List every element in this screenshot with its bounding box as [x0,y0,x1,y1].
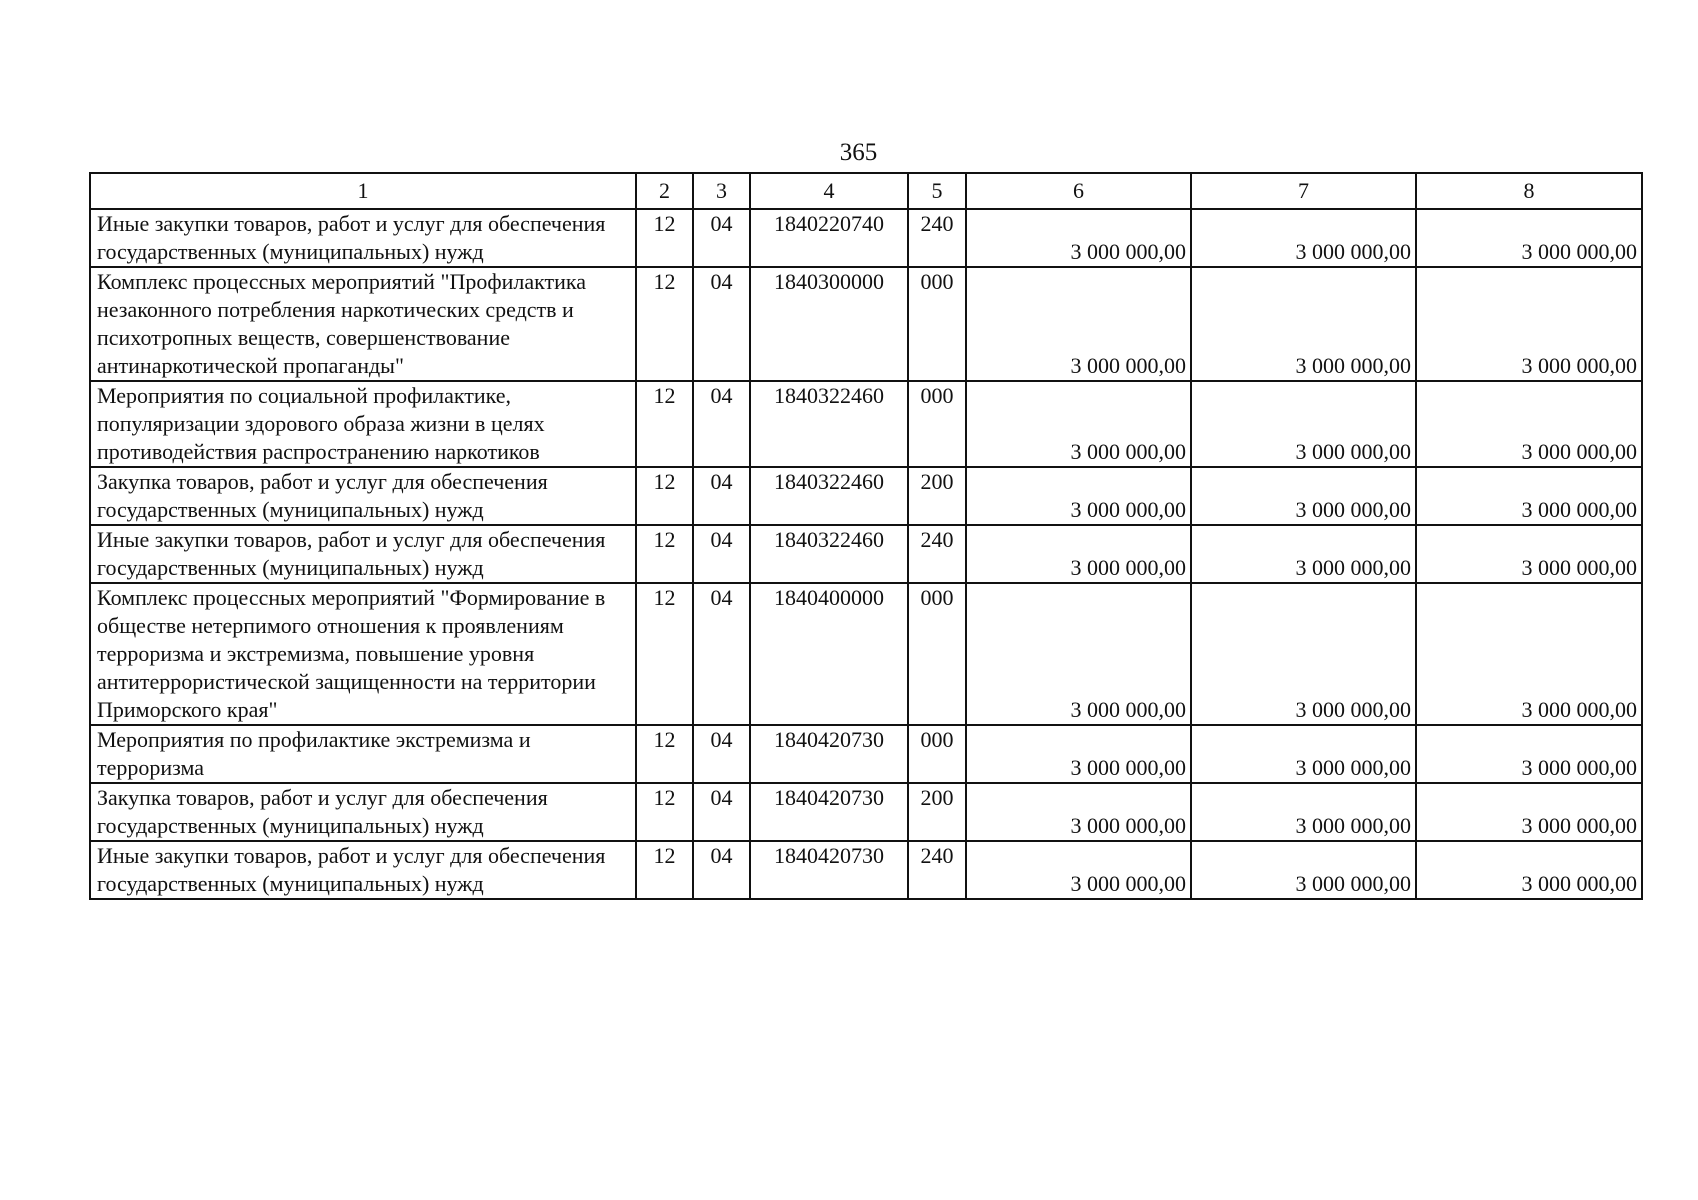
target-article-cell: 1840322460 [750,525,908,583]
amount-col6-cell: 3 000 000,00 [966,467,1191,525]
row-name-cell: Комплекс процессных мероприятий "Формирование в обществе нетерпимого отношения к проявлениям терроризма и экстремизма, повышение уровня антитеррористической защищенности на территории Приморского края" [90,583,636,725]
amount-col8-cell: 3 000 000,00 [1416,583,1642,725]
amount-col7-cell: 3 000 000,00 [1191,525,1416,583]
section-cell: 12 [636,381,693,467]
row-name-cell: Закупка товаров, работ и услуг для обеспечения государственных (муниципальных) нужд [90,467,636,525]
amount-col8-cell: 3 000 000,00 [1416,467,1642,525]
page-number: 365 [839,139,878,166]
expense-kind-cell: 200 [908,467,966,525]
section-cell: 12 [636,209,693,267]
amount-col8-cell: 3 000 000,00 [1416,841,1642,899]
section-cell: 12 [636,725,693,783]
amount-col8-cell: 3 000 000,00 [1416,267,1642,381]
amount-col6-cell: 3 000 000,00 [966,381,1191,467]
section-cell: 12 [636,467,693,525]
column-header-7: 7 [1191,173,1416,209]
row-name-cell: Иные закупки товаров, работ и услуг для обеспечения государственных (муниципальных) нужд [90,209,636,267]
target-article-cell: 1840420730 [750,725,908,783]
target-article-cell: 1840322460 [750,467,908,525]
header-row [90,173,1642,209]
subsection-cell: 04 [693,267,750,381]
amount-col8-cell: 3 000 000,00 [1416,209,1642,267]
table-row [90,725,1642,783]
expense-kind-cell: 000 [908,381,966,467]
table-row [90,583,1642,725]
row-name-cell: Иные закупки товаров, работ и услуг для обеспечения государственных (муниципальных) нужд [90,841,636,899]
table-body [90,209,1642,899]
amount-col6-cell: 3 000 000,00 [966,267,1191,381]
section-cell: 12 [636,525,693,583]
subsection-cell: 04 [693,583,750,725]
column-header-5: 5 [908,173,966,209]
table-row [90,209,1642,267]
amount-col7-cell: 3 000 000,00 [1191,841,1416,899]
amount-col6-cell: 3 000 000,00 [966,725,1191,783]
subsection-cell: 04 [693,525,750,583]
row-name-cell: Закупка товаров, работ и услуг для обеспечения государственных (муниципальных) нужд [90,783,636,841]
subsection-cell: 04 [693,209,750,267]
column-header-1: 1 [90,173,636,209]
subsection-cell: 04 [693,467,750,525]
target-article-cell: 1840300000 [750,267,908,381]
amount-col7-cell: 3 000 000,00 [1191,267,1416,381]
amount-col6-cell: 3 000 000,00 [966,783,1191,841]
amount-col6-cell: 3 000 000,00 [966,583,1191,725]
expense-kind-cell: 000 [908,583,966,725]
column-header-3: 3 [693,173,750,209]
expense-kind-cell: 240 [908,525,966,583]
row-name-cell: Иные закупки товаров, работ и услуг для обеспечения государственных (муниципальных) нужд [90,525,636,583]
section-cell: 12 [636,783,693,841]
column-header-6: 6 [966,173,1191,209]
amount-col6-cell: 3 000 000,00 [966,841,1191,899]
subsection-cell: 04 [693,783,750,841]
amount-col8-cell: 3 000 000,00 [1416,525,1642,583]
table-row [90,525,1642,583]
expense-kind-cell: 000 [908,267,966,381]
amount-col7-cell: 3 000 000,00 [1191,209,1416,267]
table-row [90,783,1642,841]
row-name-cell: Мероприятия по социальной профилактике, популяризации здорового образа жизни в целях противодействия распространению наркотиков [90,381,636,467]
column-header-8: 8 [1416,173,1642,209]
expense-kind-cell: 240 [908,841,966,899]
target-article-cell: 1840322460 [750,381,908,467]
column-header-4: 4 [750,173,908,209]
amount-col7-cell: 3 000 000,00 [1191,467,1416,525]
target-article-cell: 1840420730 [750,841,908,899]
subsection-cell: 04 [693,841,750,899]
row-name-cell: Комплекс процессных мероприятий "Профилактика незаконного потребления наркотических средств и психотропных веществ, совершенствование антинаркотической пропаганды" [90,267,636,381]
expense-kind-cell: 240 [908,209,966,267]
section-cell: 12 [636,267,693,381]
target-article-cell: 1840400000 [750,583,908,725]
expense-kind-cell: 200 [908,783,966,841]
table-row [90,267,1642,381]
expense-kind-cell: 000 [908,725,966,783]
amount-col7-cell: 3 000 000,00 [1191,381,1416,467]
table-row [90,381,1642,467]
amount-col8-cell: 3 000 000,00 [1416,381,1642,467]
subsection-cell: 04 [693,725,750,783]
table-row [90,467,1642,525]
amount-col8-cell: 3 000 000,00 [1416,725,1642,783]
amount-col7-cell: 3 000 000,00 [1191,583,1416,725]
amount-col8-cell: 3 000 000,00 [1416,783,1642,841]
section-cell: 12 [636,583,693,725]
amount-col7-cell: 3 000 000,00 [1191,783,1416,841]
amount-col7-cell: 3 000 000,00 [1191,725,1416,783]
row-name-cell: Мероприятия по профилактике экстремизма и терроризма [90,725,636,783]
column-header-2: 2 [636,173,693,209]
table-header [90,173,1642,209]
table-row [90,841,1642,899]
target-article-cell: 1840220740 [750,209,908,267]
subsection-cell: 04 [693,381,750,467]
amount-col6-cell: 3 000 000,00 [966,525,1191,583]
amount-col6-cell: 3 000 000,00 [966,209,1191,267]
target-article-cell: 1840420730 [750,783,908,841]
section-cell: 12 [636,841,693,899]
budget-table [89,172,1643,900]
